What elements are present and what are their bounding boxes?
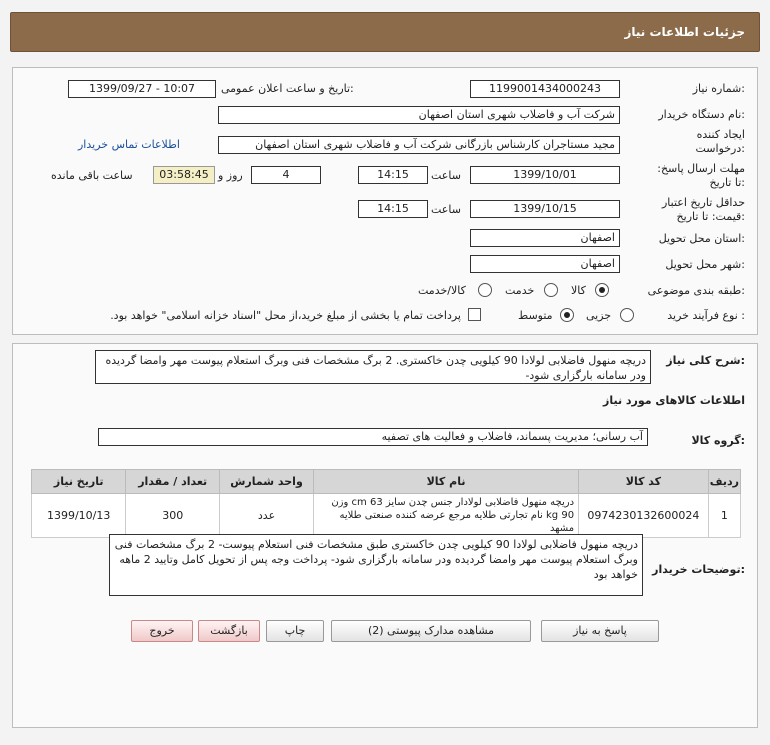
col-name: نام کالا	[314, 470, 579, 494]
need-number-field: 1199001434000243	[470, 80, 620, 98]
category-radio-goods[interactable]	[595, 283, 609, 297]
table-row	[32, 494, 741, 538]
info-panel	[12, 67, 758, 335]
reply-button[interactable]: پاسخ به نیاز	[541, 620, 659, 642]
creator-label: ایجاد کننده درخواست:	[695, 128, 745, 155]
col-unit: واحد شمارش	[220, 470, 314, 494]
cell-row: 1	[708, 494, 740, 538]
province-field: اصفهان	[470, 229, 620, 247]
validity-date-field: 1399/10/15	[470, 200, 620, 218]
reply-time-field: 14:15	[358, 166, 428, 184]
days-field: 4	[251, 166, 321, 184]
need-number-label: شماره نیاز:	[692, 82, 745, 95]
category-option-service: خدمت	[505, 284, 535, 297]
goods-table	[31, 469, 741, 538]
validity-label: حداقل تاریخ اعتبار قیمت: تا تاریخ:	[661, 196, 745, 223]
cell-unit: عدد	[220, 494, 314, 538]
details-section	[12, 343, 758, 728]
cell-quantity: 300	[126, 494, 220, 538]
announce-field: 1399/09/27 - 10:07	[68, 80, 216, 98]
col-quantity: تعداد / مقدار	[126, 470, 220, 494]
days-label: روز و	[218, 169, 243, 182]
cell-name: دریچه منهول فاضلابی لولادار جنس چدن سایز 63 cm وزن 90 kg نام تجارتی طلایه مرجع عرضه کننده صنعتی طلایه مشهد	[314, 494, 579, 538]
reply-time-label: ساعت	[431, 169, 461, 182]
back-button[interactable]: بازگشت	[198, 620, 260, 642]
process-label: نوع فرآیند خرید :	[667, 309, 745, 322]
treasury-payment-checkbox[interactable]	[468, 308, 481, 321]
print-button[interactable]: چاپ	[266, 620, 324, 642]
reply-deadline-label: مهلت ارسال پاسخ: تا تاریخ:	[657, 162, 745, 189]
process-radio-minor[interactable]	[620, 308, 634, 322]
goods-table-header	[32, 470, 741, 494]
remaining-time-field: 03:58:45	[153, 166, 215, 184]
contact-link[interactable]: اطلاعات تماس خریدار	[78, 138, 180, 151]
province-label: استان محل تحویل:	[658, 232, 745, 245]
col-code: کد کالا	[579, 470, 709, 494]
col-row: ردیف	[708, 470, 740, 494]
description-text: دریچه منهول فاضلابی لولادا 90 کیلویی چدن خاکستری. 2 برگ مشخصات فنی وبرگ استعلام پیوست مهر وامضا گردیده ودر سامانه بارگزاری شود-	[95, 350, 651, 384]
category-radio-goods-service[interactable]	[478, 283, 492, 297]
category-label: طبقه بندی موضوعی:	[647, 284, 745, 297]
attachments-button[interactable]: مشاهده مدارک پیوستی (2)	[331, 620, 531, 642]
process-option-minor: جزیی	[586, 309, 612, 322]
page-title: جزئیات اطلاعات نیاز	[624, 25, 745, 39]
validity-time-field: 14:15	[358, 200, 428, 218]
treasury-payment-note: پرداخت تمام یا بخشی از مبلغ خرید،از محل "اسناد خزانه اسلامی" خواهد بود.	[110, 309, 461, 322]
description-label: شرح کلی نیاز:	[666, 354, 745, 367]
cell-need-date: 1399/10/13	[32, 494, 126, 538]
category-option-goods-service: کالا/خدمت	[418, 284, 466, 297]
process-option-medium: متوسط	[518, 309, 553, 322]
goods-group-label: گروه کالا:	[691, 434, 745, 447]
goods-section-title: اطلاعات کالاهای مورد نیاز	[603, 394, 745, 407]
category-radio-service[interactable]	[544, 283, 558, 297]
buyer-notes-text: دریچه منهول فاضلابی لولادا 90 کیلویی چدن خاکستری طبق مشخصات فنی استعلام پیوست- 2 برگ مشخصات فنی وبرگ استعلام پیوست مهر وامضا گردیده ودر سامانه بارگزاری شود- پرداخت وجه پس از تحویل کامل وتایید 2 ماهه خواهد بود	[109, 534, 643, 596]
col-need-date: تاریخ نیاز	[32, 470, 126, 494]
goods-group-field: آب رسانی؛ مدیریت پسماند، فاضلاب و فعالیت های تصفیه	[98, 428, 648, 446]
validity-time-label: ساعت	[431, 203, 461, 216]
page-header	[10, 12, 760, 52]
announce-label: تاریخ و ساعت اعلان عمومی:	[221, 82, 354, 95]
exit-button[interactable]: خروج	[131, 620, 193, 642]
cell-code: 0974230132600024	[579, 494, 709, 538]
city-label: شهر محل تحویل:	[665, 258, 745, 271]
buyer-notes-label: توضیحات خریدار:	[652, 563, 745, 576]
reply-date-field: 1399/10/01	[470, 166, 620, 184]
creator-field: مجید مستاجران کارشناس بازرگانی شرکت آب و فاضلاب شهری استان اصفهان	[218, 136, 620, 154]
process-radio-medium[interactable]	[560, 308, 574, 322]
buyer-org-label: نام دستگاه خریدار:	[658, 108, 745, 121]
city-field: اصفهان	[470, 255, 620, 273]
buyer-org-field: شرکت آب و فاضلاب شهری استان اصفهان	[218, 106, 620, 124]
category-option-goods: کالا	[571, 284, 586, 297]
remaining-label: ساعت باقی مانده	[51, 169, 133, 182]
